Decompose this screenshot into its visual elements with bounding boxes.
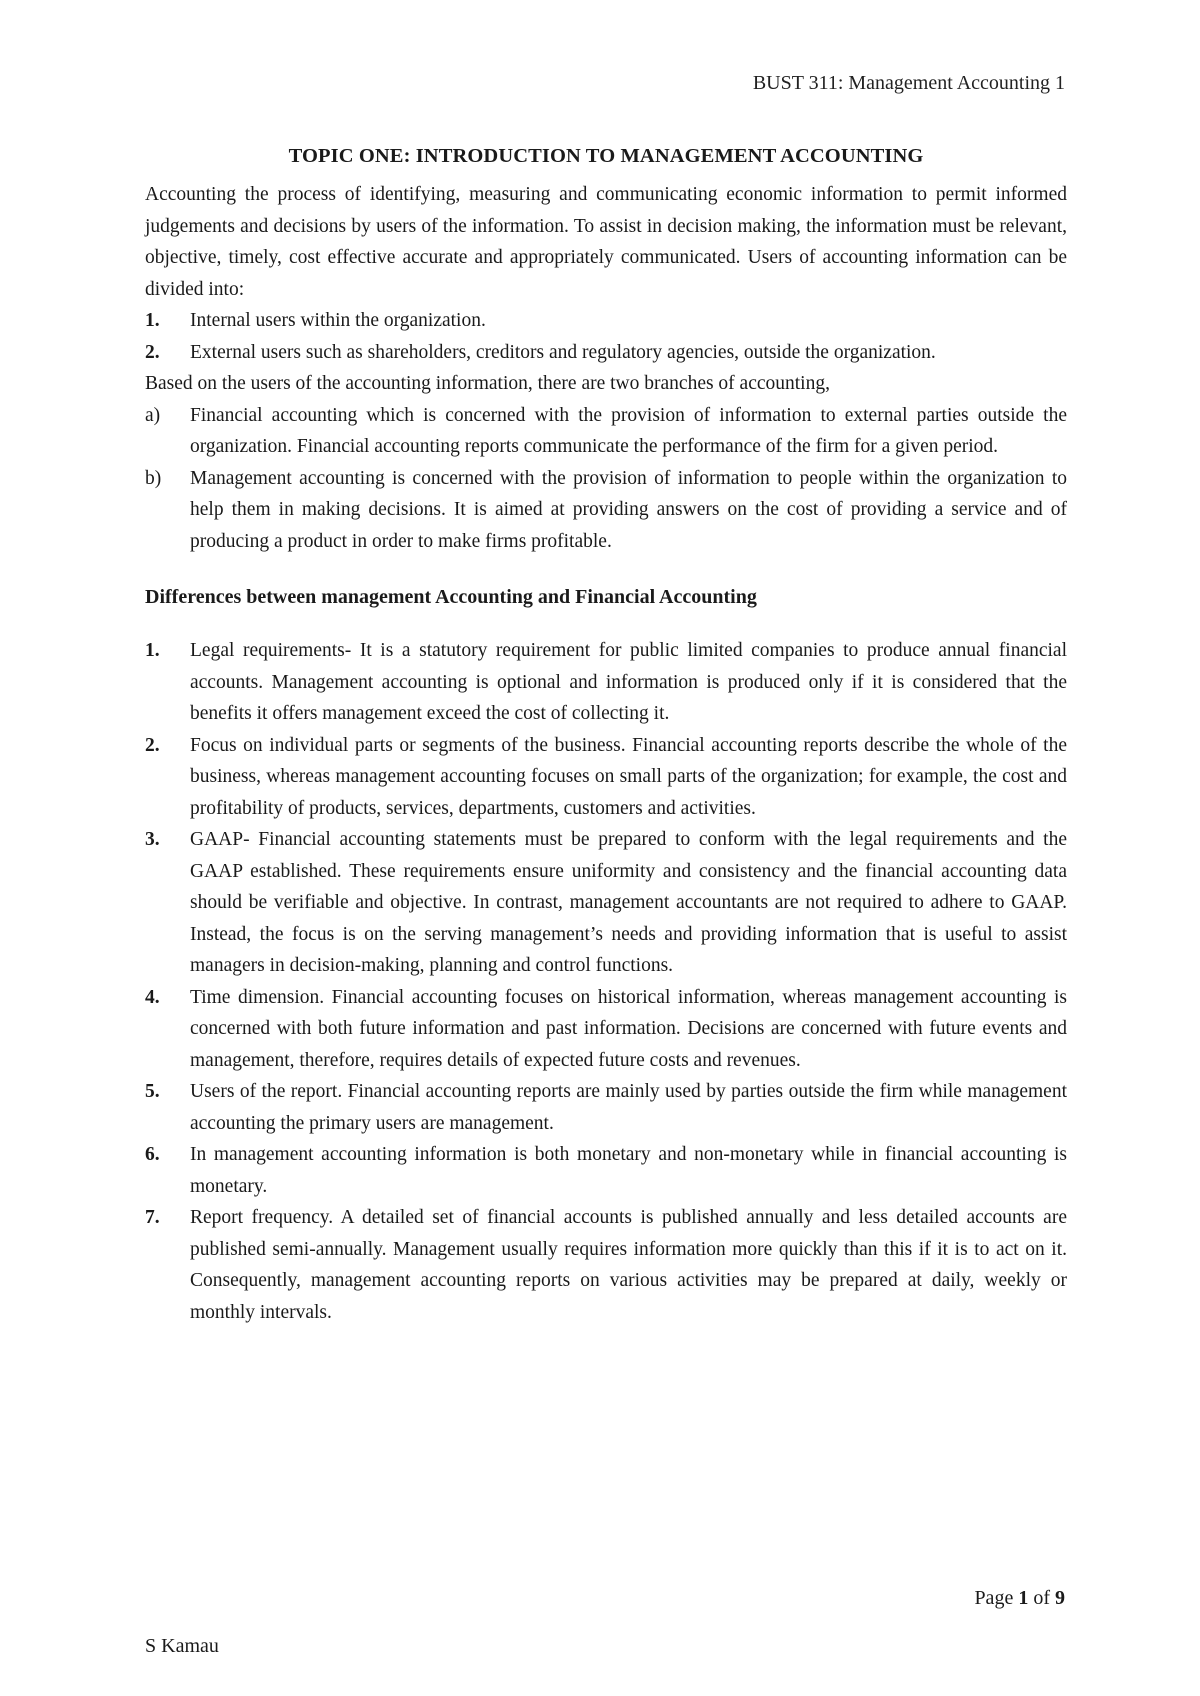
list-marker: 7. xyxy=(145,1207,160,1228)
user-groups-list xyxy=(145,305,1067,368)
page-content xyxy=(145,143,1067,1328)
list-item-text: External users such as shareholders, creditors and regulatory agencies, outside the organization. xyxy=(190,341,936,363)
running-head: BUST 311: Management Accounting 1 xyxy=(752,72,1065,94)
branches-list xyxy=(145,400,1067,558)
intro-paragraph: Accounting the process of identifying, measuring and communicating economic information to permit informed judgements and decisions by users of the information. To assist in decision making, the information must be relevant, objective, timely, cost effective accurate and appropriately communicated. Users of accounting information can be divided into: xyxy=(145,184,1067,300)
list-marker: 2. xyxy=(145,734,160,756)
list-item xyxy=(145,337,1067,369)
page-of: of xyxy=(1033,1587,1050,1609)
differences-list xyxy=(145,635,1067,1328)
list-marker: 4. xyxy=(145,986,160,1008)
page-total: 9 xyxy=(1055,1587,1065,1609)
list-item-text: Legal requirements- It is a statutory requirement for public limited companies to produce annual financial accounts. Management accounting is optional and information is produced only if it is considered that the benefits it offers management exceed the cost of collecting it. xyxy=(190,640,1067,724)
list-item-text: GAAP- Financial accounting statements must be prepared to conform with the legal requirements and the GAAP established. These requirements ensure uniformity and consistency and the financial accounting data should be verifiable and objective. In contrast, management accountants are not required to adhere to GAAP. Instead, the focus is on the serving management’s needs and providing information that is useful to assist managers in decision-making, planning and control functions. xyxy=(190,829,1067,976)
list-item xyxy=(145,400,1067,463)
list-marker: 1. xyxy=(145,310,160,331)
list-item xyxy=(145,635,1067,730)
list-item-text: In management accounting information is both monetary and non-monetary while in financial accounting is monetary. xyxy=(190,1144,1067,1197)
list-marker: 6. xyxy=(145,1144,160,1165)
list-item-text: Time dimension. Financial accounting focuses on historical information, whereas management accounting is concerned with both future information and past information. Decisions are concerned with future events and management, therefore, requires details of expected future costs and revenues. xyxy=(190,986,1067,1071)
list-item-text: Financial accounting which is concerned with the provision of information to external parties outside the organization. Financial accounting reports communicate the performance of the firm for a given period. xyxy=(190,404,1067,457)
list-item xyxy=(145,305,1067,337)
list-item-text: Report frequency. A detailed set of financial accounts is published annually and less detailed accounts are published semi-annually. Management usually requires information more quickly than this if it is to act on it. Consequently, management accounting reports on various activities may be prepared at daily, weekly or monthly intervals. xyxy=(190,1207,1067,1323)
list-item xyxy=(145,982,1067,1077)
list-item-text: Focus on individual parts or segments of the business. Financial accounting reports describe the whole of the business, whereas management accounting focuses on small parts of the organization; for example, the cost and profitability of products, services, departments, customers and activities. xyxy=(190,734,1067,819)
author-footer: S Kamau xyxy=(145,1635,219,1657)
branches-intro: Based on the users of the accounting information, there are two branches of accounting, xyxy=(145,373,830,394)
list-marker: 2. xyxy=(145,341,160,363)
list-marker: a) xyxy=(145,404,161,426)
list-item-text: Management accounting is concerned with the provision of information to people within the organization to help them in making decisions. It is aimed at providing answers on the cost of providing a service and of producing a product in order to make firms profitable. xyxy=(190,467,1067,552)
list-marker: b) xyxy=(145,467,162,489)
list-item xyxy=(145,1139,1067,1202)
page-current: 1 xyxy=(1018,1587,1029,1609)
page-number xyxy=(974,1585,1065,1611)
section-heading: Differences between management Accounting and Financial Accounting xyxy=(145,586,757,608)
list-item xyxy=(145,1076,1067,1139)
list-item-text: Internal users within the organization. xyxy=(190,310,486,331)
list-marker: 1. xyxy=(145,640,160,661)
list-item xyxy=(145,824,1067,982)
list-item xyxy=(145,463,1067,558)
list-item xyxy=(145,730,1067,825)
list-marker: 5. xyxy=(145,1081,160,1102)
topic-title: TOPIC ONE: INTRODUCTION TO MANAGEMENT ACCOUNTING xyxy=(288,145,924,167)
page-label: Page xyxy=(974,1587,1014,1609)
list-item-text: Users of the report. Financial accounting reports are mainly used by parties outside the firm while management accounting the primary users are management. xyxy=(190,1081,1067,1134)
list-marker: 3. xyxy=(145,829,160,850)
list-item xyxy=(145,1202,1067,1328)
